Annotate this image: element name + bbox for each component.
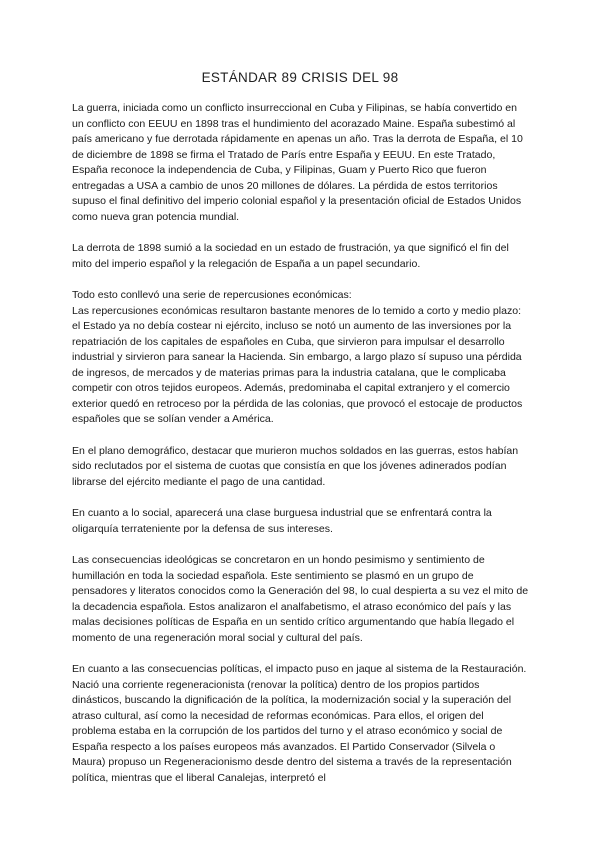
paragraph-repercussions-intro: Todo esto conllevó una serie de repercusiones económicas:	[72, 289, 352, 301]
paragraph-demographic: En el plano demográfico, destacar que murieron muchos soldados en las guerras, estos habían sido reclutados por el sistema de cuotas que consistía en que los jóvenes adinerados podían librarse del ejército mediante el pago de una cantidad.	[72, 444, 519, 488]
paragraph-war: La guerra, iniciada como un conflicto insurreccional en Cuba y Filipinas, se había convertido en un conflicto con EEUU en 1898 tras el hundimiento del acorazado Maine. España subestimó al país americano y fue derrotada rápidamente en apenas un año. Tras la derrota de España, el 10 de diciembre de 1898 se firma el Tratado de París entre España y EEUU. En este Tratado, España reconoce la independencia de Cuba, y Filipinas, Guam y Puerto Rico que fueron entregadas a USA a cambio de unos 20 millones de dólares. La pérdida de estos territorios supuso el final definitivo del imperio colonial español y la presentación oficial de Estados Unidos como nueva gran potencia mundial.	[72, 102, 523, 223]
paragraph-defeat: La derrota de 1898 sumió a la sociedad en un estado de frustración, ya que significó el fin del mito del imperio español y la relegación de España a un papel secundario.	[72, 242, 509, 270]
document-body	[72, 101, 530, 802]
paragraph-ideological: Las consecuencias ideológicas se concretaron en un hondo pesimismo y sentimiento de humillación en toda la sociedad española. Este sentimiento se plasmó en un grupo de pensadores y literatos conocidos como la Generación del 98, lo cual despierta a su vez el mito de la decadencia española. Estos analizaron el analfabetismo, el atraso económico del país y las malas decisiones políticas de España en un sentido crítico argumentando que había llegado el momento de una regeneración moral social y cultural del país.	[72, 554, 529, 644]
page-title: ESTÁNDAR 89 CRISIS DEL 98	[201, 70, 399, 85]
paragraph-economic: Las repercusiones económicas resultaron bastante menores de lo temido a corto y medio plazo: el Estado ya no debía costear ni ejército, incluso se notó un aumento de las inversiones por la repatriación de los capitales de españoles en Cuba, que sirvieron para impulsar el desarrollo industrial y sirvieron para sanear la Hacienda. Sin embargo, a largo plazo sí supuso una pérdida de ingresos, de mercados y de materias primas para la industria catalana, que le complicaba competir con otros tejidos europeos. Además, predominaba el capital extranjero y el comercio exterior quedó en retroceso por la pérdida de las colonias, que provocó el estocaje de productos españoles que se solían vender a América.	[72, 304, 523, 425]
paragraph-social: En cuanto a lo social, aparecerá una clase burguesa industrial que se enfrentará contra la oligarquía terrateniente por la defensa de sus intereses.	[72, 507, 492, 535]
paragraph-political: En cuanto a las consecuencias políticas, el impacto puso en jaque al sistema de la Restauración. Nació una corriente regeneracionista (renovar la política) dentro de los propios partidos dinásticos, buscando la dignificación de la política, la modernización social y la superación del atraso cultural, así como la necesidad de reformas económicas. Para ellos, el origen del problema estaba en la corrupción de los partidos del turno y el atraso económico y social de España respecto a los países europeos más avanzados. El Partido Conservador (Silvela o Maura) propuso un Regeneracionismo desde dentro del sistema a través de la representación política, mientras que el liberal Canalejas, interpretó el	[72, 663, 527, 784]
